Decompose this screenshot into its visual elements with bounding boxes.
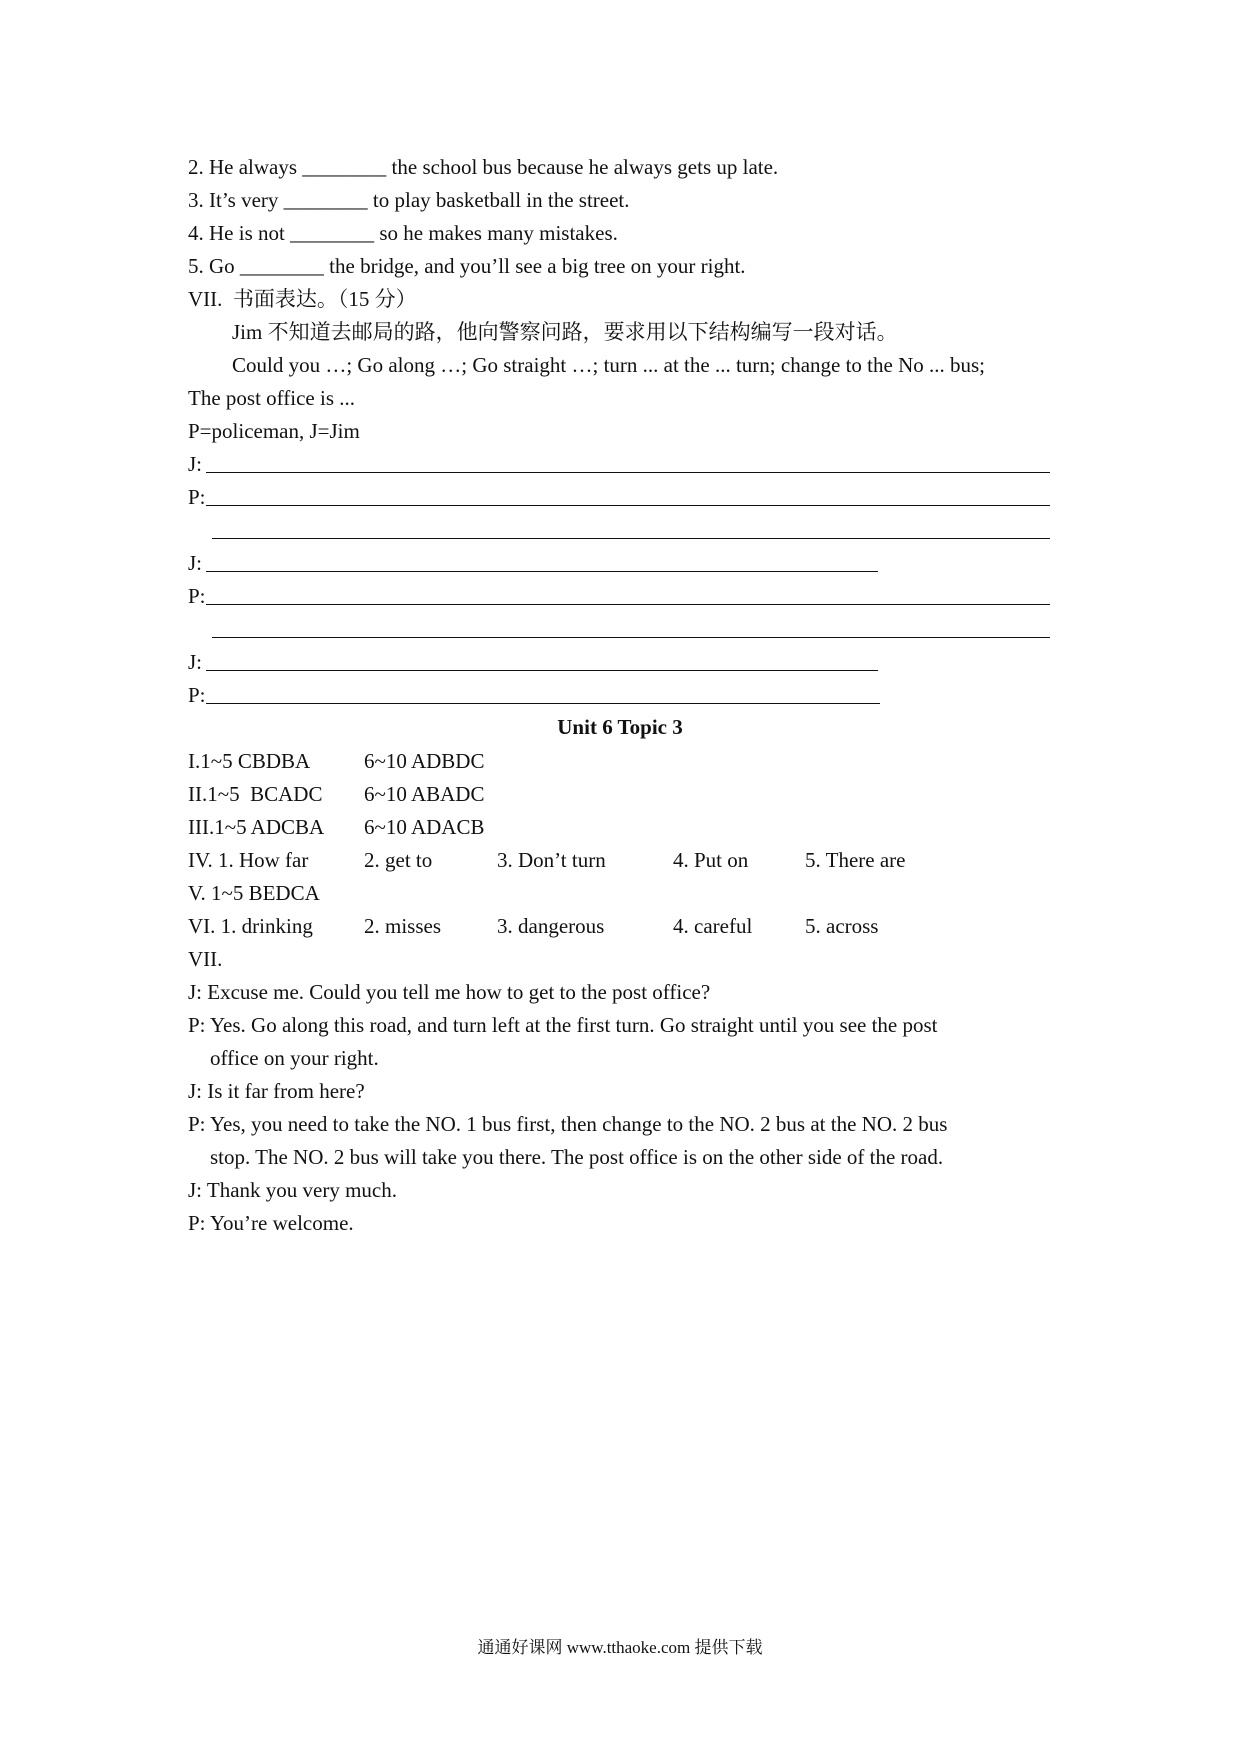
answer-cell: 4. Put on: [673, 848, 749, 872]
answer-line[interactable]: [206, 604, 1050, 605]
unit-title: Unit 6 Topic 3: [557, 715, 683, 739]
exercise-line: 2. He always ________ the school bus because he always gets up late.: [188, 155, 779, 179]
answer-cell: 6~10 ABADC: [364, 782, 485, 806]
answer-cell: V. 1~5 BEDCA: [188, 881, 320, 905]
answer-cell: II.1~5 BCADC: [188, 782, 323, 806]
answer-line[interactable]: [212, 538, 1050, 539]
blank-speaker: P:: [188, 584, 206, 608]
dialogue-line: P: You’re welcome.: [188, 1211, 354, 1235]
answer-cell: 3. dangerous: [497, 914, 605, 938]
blank-speaker: J:: [188, 551, 203, 575]
answer-line[interactable]: [206, 571, 878, 572]
answer-cell: 2. get to: [364, 848, 433, 872]
answer-cell: VII.: [188, 947, 223, 971]
dialogue-line: office on your right.: [210, 1046, 379, 1070]
dialogue-line: P: Yes. Go along this road, and turn left at the first turn. Go straight until you see the post: [188, 1013, 938, 1037]
answer-cell: 2. misses: [364, 914, 442, 938]
speaker-key: P=policeman, J=Jim: [188, 419, 360, 443]
answer-line[interactable]: [206, 505, 1050, 506]
answer-cell: 3. Don’t turn: [497, 848, 606, 872]
answer-cell: 6~10 ADBDC: [364, 749, 485, 773]
dialogue-line: J: Thank you very much.: [188, 1178, 397, 1202]
answer-cell: 6~10 ADACB: [364, 815, 485, 839]
page-footer: 通通好课网 www.tthaoke.com 提供下载: [477, 1638, 763, 1657]
blank-speaker: J:: [188, 452, 203, 476]
structure-hint: Could you …; Go along …; Go straight …; turn ... at the ... turn; change to the No ... bus;: [232, 353, 985, 377]
dialogue-line: J: Excuse me. Could you tell me how to get to the post office?: [188, 980, 711, 1004]
dialogue-line: P: Yes, you need to take the NO. 1 bus first, then change to the NO. 2 bus at the NO. 2 bus: [188, 1112, 948, 1136]
structure-hint: The post office is ...: [188, 386, 355, 410]
blank-speaker: P:: [188, 485, 206, 509]
answer-cell: 5. There are: [805, 848, 906, 872]
section-heading: VII. 书面表达。（15 分）: [188, 287, 417, 311]
answer-line[interactable]: [206, 703, 880, 704]
dialogue-line: stop. The NO. 2 bus will take you there. The post office is on the other side of the road.: [210, 1145, 944, 1169]
answer-line[interactable]: [212, 637, 1050, 638]
answer-cell: III.1~5 ADCBA: [188, 815, 325, 839]
answer-cell: 5. across: [805, 914, 879, 938]
answer-cell: IV. 1. How far: [188, 848, 309, 872]
answer-cell: 4. careful: [673, 914, 753, 938]
exercise-line: 5. Go ________ the bridge, and you’ll see a big tree on your right.: [188, 254, 746, 278]
answer-line[interactable]: [206, 472, 1050, 473]
blank-speaker: J:: [188, 650, 203, 674]
exercise-line: 3. It’s very ________ to play basketball in the street.: [188, 188, 630, 212]
answer-line[interactable]: [206, 670, 878, 671]
answer-cell: VI. 1. drinking: [188, 914, 313, 938]
exercise-line: 4. He is not ________ so he makes many mistakes.: [188, 221, 618, 245]
dialogue-line: J: Is it far from here?: [188, 1079, 365, 1103]
answer-cell: I.1~5 CBDBA: [188, 749, 311, 773]
instruction-text: Jim 不知道去邮局的路，他向警察问路，要求用以下结构编写一段对话。: [232, 320, 898, 344]
blank-speaker: P:: [188, 683, 206, 707]
